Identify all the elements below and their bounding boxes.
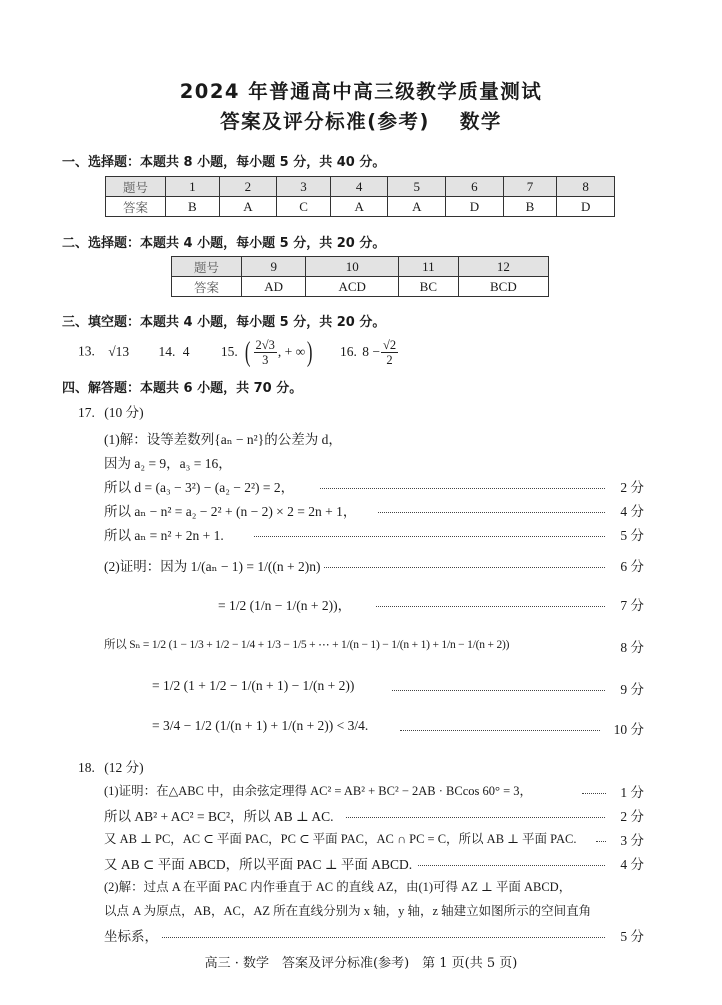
table-row-answers xyxy=(106,197,615,217)
fraction-numerator: √2 xyxy=(382,338,397,352)
q17-line-9: = 1/2 (1 + 1/2 − 1/(n + 1) − 1/(n + 2)) xyxy=(152,678,355,693)
section3-heading: 三、填空题：本题共 4 小题，每小题 5 分，共 20 分。 xyxy=(62,315,386,330)
q17-line-2: 因为 a₂ = 9，a₃ = 16， xyxy=(104,456,232,471)
score-mark: 9 分 xyxy=(620,682,644,697)
fill-blank-answers xyxy=(78,338,399,367)
leader-dots xyxy=(162,937,605,938)
score-mark: 2 分 xyxy=(620,480,644,495)
answer-cell: D xyxy=(446,197,504,217)
question-number: 4 xyxy=(330,177,388,197)
q17-header xyxy=(78,401,144,421)
q18-line-3: 又 AB ⊥ PC，AC ⊂ 平面 PAC，PC ⊂ 平面 PAC，AC ∩ PC = C，所以 AB ⊥ 平面 PAC. xyxy=(104,832,577,846)
section4-heading: 四、解答题：本题共 6 小题，共 70 分。 xyxy=(62,381,303,396)
answer-cell: ACD xyxy=(306,277,399,297)
question-number: 7 xyxy=(503,177,557,197)
answer-cell: B xyxy=(503,197,557,217)
section1-heading: 一、选择题：本题共 8 小题，每小题 5 分，共 40 分。 xyxy=(62,155,386,170)
answer-cell: D xyxy=(557,197,615,217)
q17-line-3: 所以 d = (a₃ − 3²) − (a₂ − 2²) = 2， xyxy=(104,480,295,495)
fraction-denominator: 2 xyxy=(386,353,393,367)
question-number: 3 xyxy=(277,177,331,197)
item-number: 16. xyxy=(339,343,357,359)
answer-cell: C xyxy=(277,197,331,217)
answer-13: √13 xyxy=(108,343,130,359)
answer-16 xyxy=(362,338,399,367)
q18-line-7: 坐标系， xyxy=(104,929,158,944)
score-mark: 4 分 xyxy=(620,857,644,872)
answer-lead: 8 − xyxy=(362,343,380,359)
answer-cell: A xyxy=(219,197,277,217)
question-number: 6 xyxy=(446,177,504,197)
q17-line-8: 所以 Sₙ = 1/2 (1 − 1/3 + 1/2 − 1/4 + 1/3 − 1/5 + ⋯ + 1/(n − 1) − 1/(n + 1) + 1/n − 1/(n + 2)) xyxy=(104,639,510,651)
q17-line-10: = 3/4 − 1/2 (1/(n + 1) + 1/(n + 2)) < 3/4. xyxy=(152,718,369,733)
leader-dots xyxy=(254,536,605,537)
document-title: 2024 年普通高中高三级教学质量测试 xyxy=(179,80,543,103)
section2-answer-table xyxy=(171,256,549,297)
question-number: 1 xyxy=(166,177,220,197)
answer-cell: A xyxy=(330,197,388,217)
q17-line-5: 所以 aₙ = n² + 2n + 1. xyxy=(104,528,224,543)
interval-end: + ∞ xyxy=(284,343,306,359)
document-subtitle xyxy=(0,106,722,134)
leader-dots xyxy=(582,793,606,794)
q18-line-2: 所以 AB² + AC² = BC²，所以 AB ⊥ AC. xyxy=(104,809,334,824)
question-points: (10 分) xyxy=(104,405,144,420)
row-label: 题号 xyxy=(172,257,242,277)
leader-dots xyxy=(418,865,605,866)
question-number: 8 xyxy=(557,177,615,197)
table-row-questions xyxy=(106,177,615,197)
answer-cell: A xyxy=(388,197,446,217)
q18-line-4: 又 AB ⊂ 平面 ABCD，所以平面 PAC ⊥ 平面 ABCD. xyxy=(104,857,413,872)
row-label: 题号 xyxy=(106,177,166,197)
q17-line-4: 所以 aₙ − n² = a₂ − 2² + (n − 2) × 2 = 2n + 1， xyxy=(104,504,357,519)
leader-dots xyxy=(400,730,600,731)
leader-dots xyxy=(324,567,605,568)
score-mark: 6 分 xyxy=(620,559,644,574)
question-number: 2 xyxy=(219,177,277,197)
q17-line-7: = 1/2 (1/n − 1/(n + 2))， xyxy=(218,598,352,613)
answer-15: ( $\frac{2√3}{3}$ , + ∞) xyxy=(245,336,313,368)
leader-dots xyxy=(378,512,605,513)
score-mark: 10 分 xyxy=(613,722,644,737)
score-mark: 4 分 xyxy=(620,504,644,519)
item-number: 14. xyxy=(158,343,176,359)
question-number: 9 xyxy=(242,257,306,277)
row-label: 答案 xyxy=(106,197,166,217)
row-label: 答案 xyxy=(172,277,242,297)
fraction-numerator: 2√3 xyxy=(255,338,275,352)
score-mark: 5 分 xyxy=(620,528,644,543)
subject-label: 数学 xyxy=(459,110,502,133)
item-number: 13. xyxy=(78,343,95,359)
leader-dots xyxy=(376,606,605,607)
q18-line-6: 以点 A 为原点，AB，AC，AZ 所在直线分别为 x 轴，y 轴，z 轴建立如图所示的空间直角 xyxy=(104,904,592,918)
leader-dots xyxy=(596,841,606,842)
question-number: 17. xyxy=(78,405,95,420)
question-number: 11 xyxy=(399,257,459,277)
q17-line-6: (2)证明：因为 1/(aₙ − 1) = 1/((n + 2)n) xyxy=(104,559,321,574)
item-number: 15. xyxy=(220,343,238,359)
q18-line-1: (1)证明：在△ABC 中，由余弦定理得 AC² = AB² + BC² − 2AB · BCcos 60° = 3， xyxy=(104,784,533,798)
score-mark: 5 分 xyxy=(620,929,644,944)
fraction-denominator: 3 xyxy=(262,353,269,367)
leader-dots xyxy=(346,817,605,818)
answer-cell: BCD xyxy=(458,277,548,297)
page-footer: 高三 · 数学 答案及评分标准(参考) 第 1 页(共 5 页) xyxy=(204,956,518,971)
answer-cell: AD xyxy=(242,277,306,297)
score-mark: 3 分 xyxy=(620,833,644,848)
table-row-questions xyxy=(172,257,549,277)
question-number: 10 xyxy=(306,257,399,277)
q18-line-5: (2)解：过点 A 在平面 PAC 内作垂直于 AC 的直线 AZ，由(1)可得 AZ ⊥ 平面 ABCD， xyxy=(104,880,572,894)
leader-dots xyxy=(320,488,605,489)
section1-answer-table xyxy=(105,176,615,217)
score-mark: 8 分 xyxy=(620,640,644,655)
score-mark: 2 分 xyxy=(620,809,644,824)
answer-14: 4 xyxy=(182,343,190,359)
question-points: (12 分) xyxy=(104,760,144,775)
leader-dots xyxy=(392,690,605,691)
answer-cell: BC xyxy=(399,277,459,297)
section2-heading: 二、选择题：本题共 4 小题，每小题 5 分，共 20 分。 xyxy=(62,236,386,251)
question-number: 18. xyxy=(78,760,95,775)
score-mark: 7 分 xyxy=(620,598,644,613)
question-number: 5 xyxy=(388,177,446,197)
answer-cell: B xyxy=(166,197,220,217)
subtitle-text: 答案及评分标准(参考) xyxy=(220,110,430,133)
q18-header xyxy=(78,756,144,776)
score-mark: 1 分 xyxy=(620,785,644,800)
question-number: 12 xyxy=(458,257,548,277)
q17-line-1: (1)解：设等差数列{aₙ − n²}的公差为 d， xyxy=(104,432,342,447)
table-row-answers xyxy=(172,277,549,297)
